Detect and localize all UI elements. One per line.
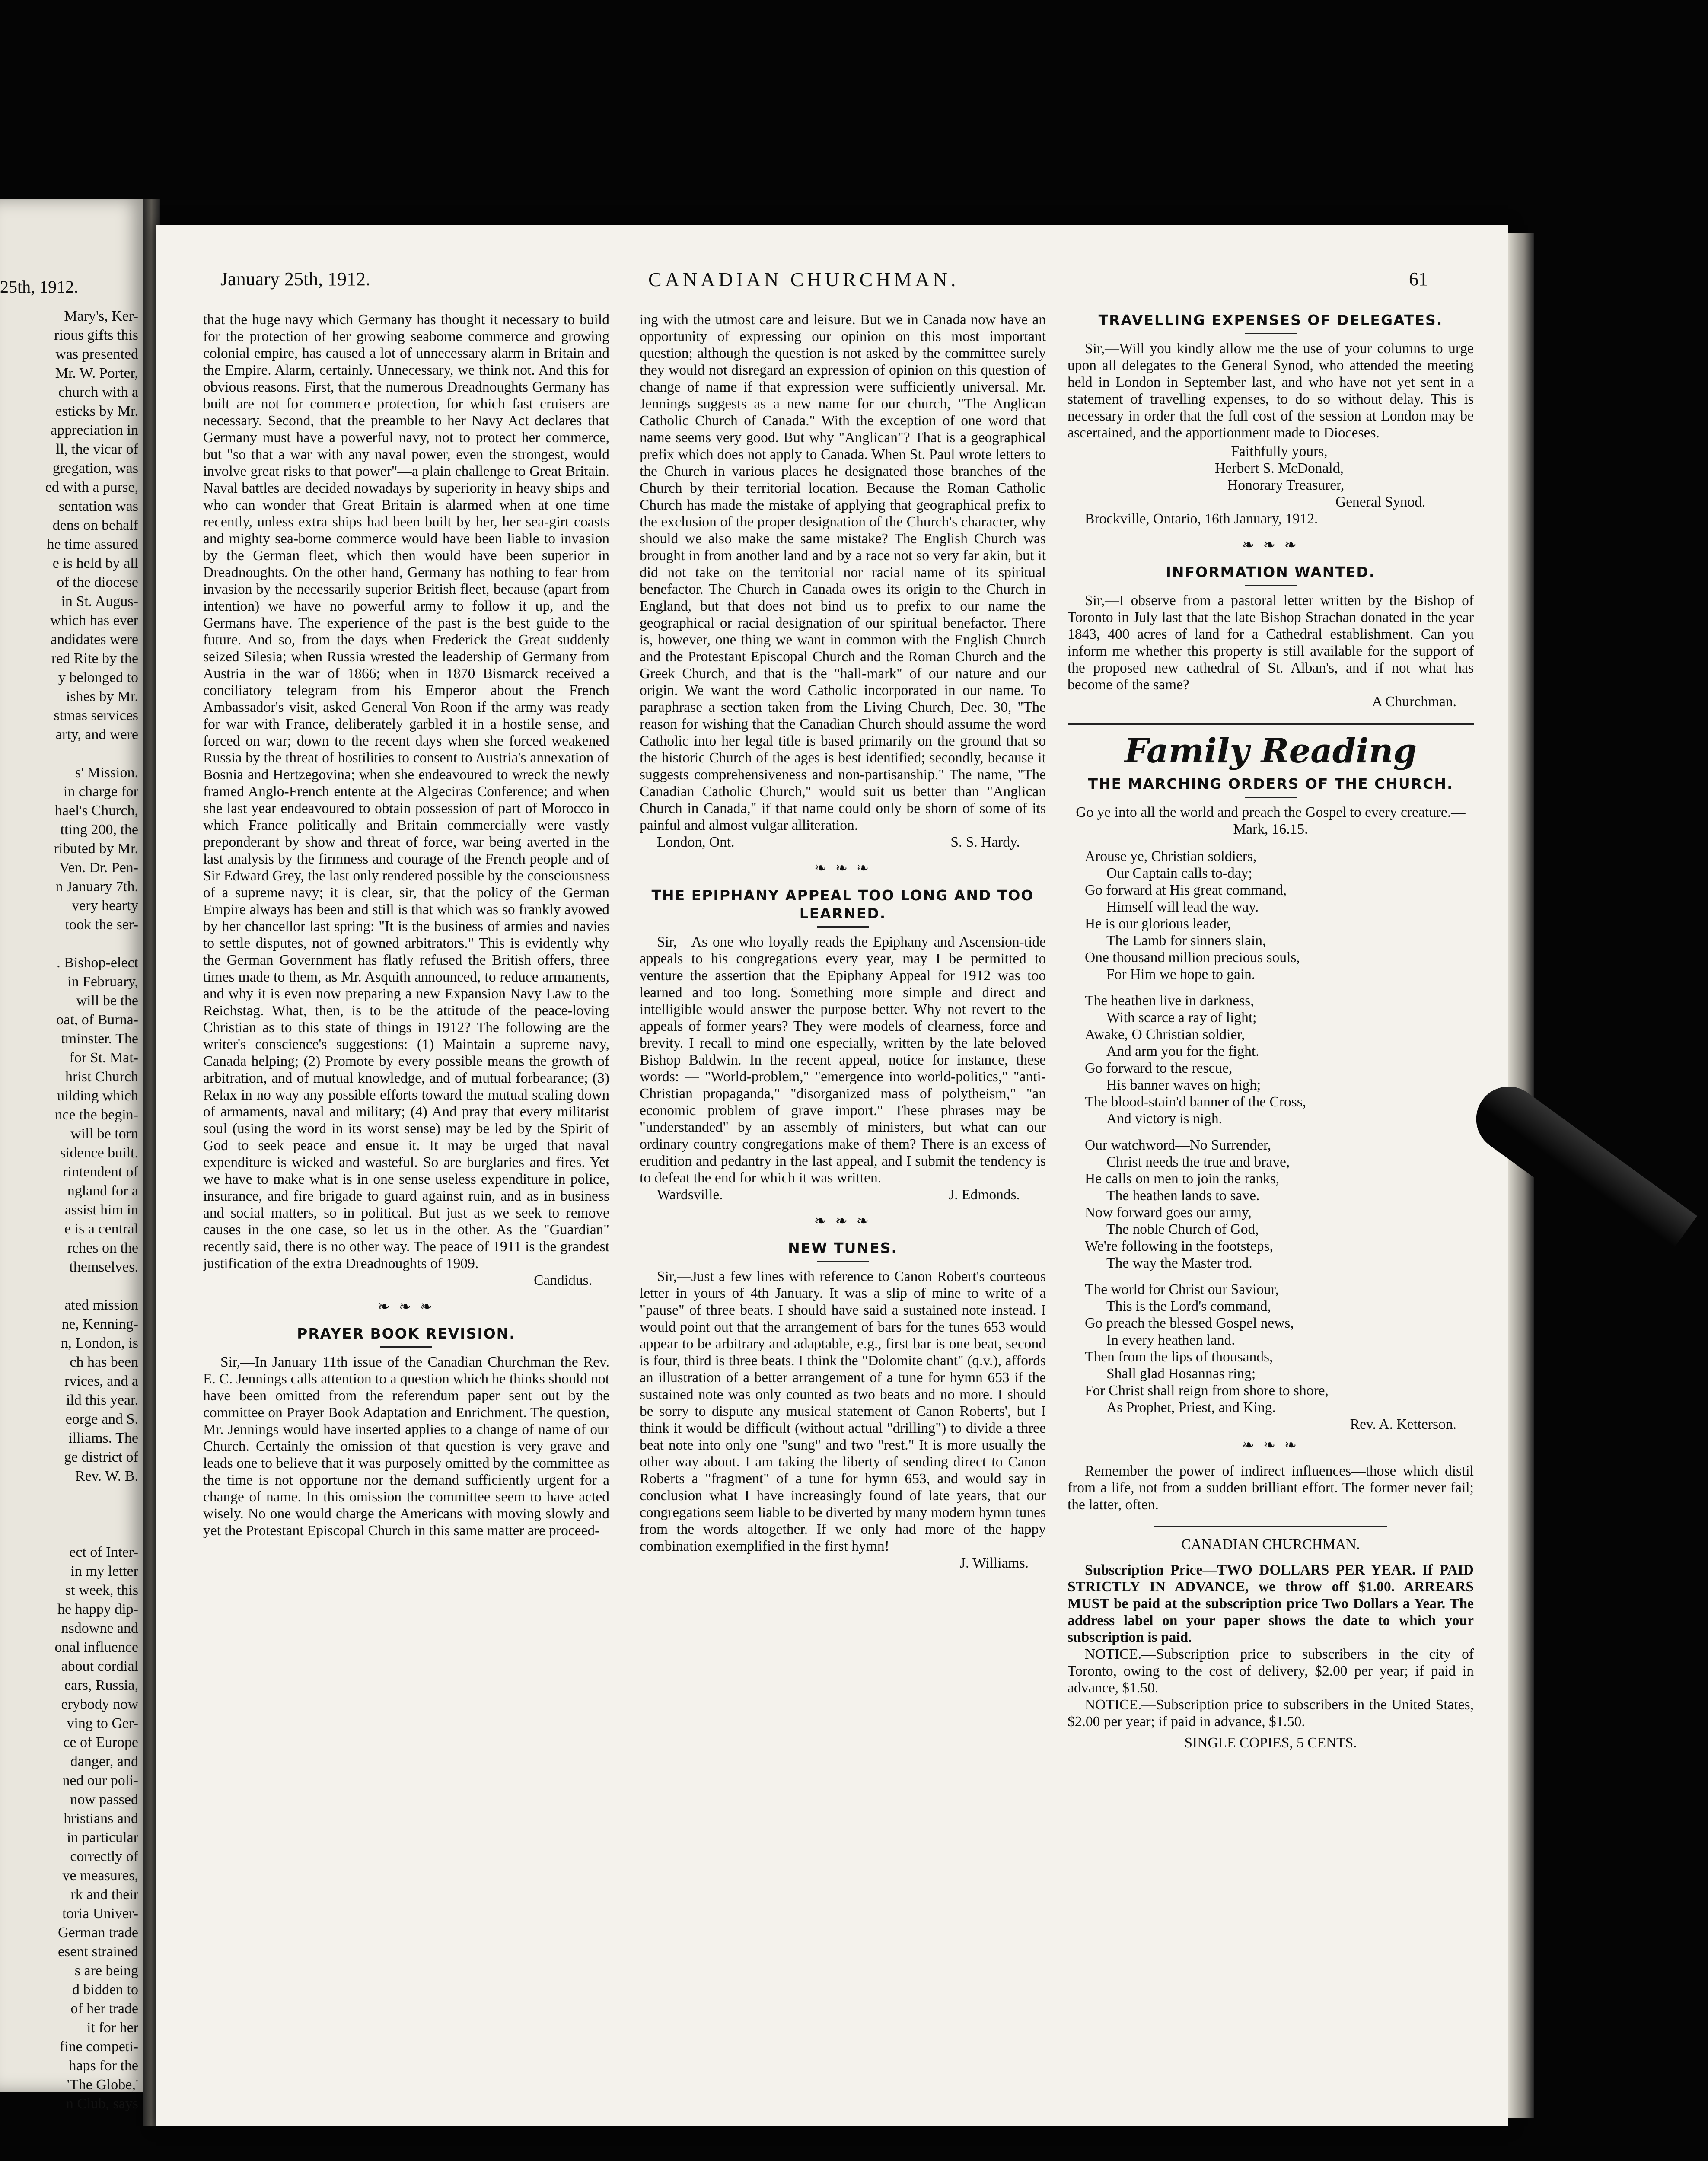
epiphany-signoff: [640, 1186, 1046, 1203]
left-page-line: nce the begin-: [55, 1107, 138, 1123]
poem-line: Shall glad Hosannas ring;: [1106, 1366, 1256, 1382]
travel-sig-line: Herbert S. McDonald,: [1215, 460, 1344, 476]
notice-toronto: NOTICE.—Subscription price to subscribers in the city of Toronto, owing to the cost of delivery, $2.00 per year; if paid in advance, $1.50.: [1068, 1646, 1474, 1696]
column-3: [1068, 311, 1474, 1751]
left-page-line: e is a central: [64, 1221, 138, 1237]
left-page-line: sidence built.: [60, 1145, 138, 1161]
left-page-line: erybody now: [61, 1696, 138, 1712]
header-page-number: 61: [1409, 268, 1428, 290]
left-page-line: in charge for: [63, 784, 138, 800]
poem-line: [1085, 983, 1474, 992]
left-page-line: themselves.: [69, 1259, 138, 1275]
left-page-line: ributed by Mr.: [54, 841, 138, 857]
poem-line: [1085, 1272, 1474, 1281]
left-page-line: Mr. W. Porter,: [55, 365, 138, 381]
epiphany-heading: THE EPIPHANY APPEAL TOO LONG AND TOO LEARNED.: [651, 887, 1034, 922]
left-page-line: uilding which: [57, 1088, 138, 1104]
left-page-line: ated mission: [64, 1297, 138, 1313]
left-page-line: ears, Russia,: [64, 1677, 138, 1693]
left-page-line: haps for the: [69, 2058, 138, 2074]
prayer-book-heading: PRAYER BOOK REVISION.: [297, 1325, 516, 1342]
poem-line: Himself will lead the way.: [1106, 899, 1259, 915]
left-page-line: e is held by all: [52, 555, 138, 571]
left-page-line: tting 200, the: [60, 822, 138, 838]
poem-line: His banner waves on high;: [1106, 1077, 1261, 1093]
left-page-line: which has ever: [50, 612, 138, 628]
poem-line: We're following in the footsteps,: [1085, 1238, 1273, 1254]
section-separator: ❧ ❧ ❧: [814, 861, 872, 877]
poem-line: Go preach the blessed Gospel news,: [1085, 1315, 1294, 1331]
heading-rule: [1245, 585, 1297, 586]
left-page-line: ne, Kenning-: [61, 1316, 138, 1332]
single-copies-price: SINGLE COPIES, 5 CENTS.: [1184, 1735, 1357, 1751]
epiphany-text: Sir,—As one who loyally reads the Epiphany and Ascension-tide appeals to his congregations every year, may I be permitted to venture the assertion that the Epiphany Appeal for 1912 was too learned and too long. Something more simple and direct and intelligible would answer the purpose better. Why not revert to the appeals of former years? They were models of clearness, force and brevity. I recall to mind one especially, written by the late beloved Bishop Baldwin. In the recent appeal, notice for instance, these words: — "World-problem," "emergence into world-politics," "anti-Christian propaganda," "disorganized mass of polytheism," "an economic problem of grave import." These phrases may be "understanded" by an assembly of ministers, but what can our ordinary country congregations make of them? There is an excess of erudition and pedantry in the last appeal, and I submit the tendency is to defeat the end for which it was written.: [640, 934, 1046, 1186]
signoff-name: S. S. Hardy.: [950, 834, 1020, 850]
left-page-line: ll, the vicar of: [56, 441, 138, 457]
left-page-line: Ven. Dr. Pen-: [59, 860, 138, 876]
section-separator: ❧ ❧ ❧: [1242, 537, 1300, 553]
left-page-line: s are being: [74, 1963, 138, 1979]
left-page-line: ge district of: [64, 1449, 138, 1465]
poem-line: [1085, 1127, 1474, 1137]
section-separator: ❧ ❧ ❧: [814, 1213, 872, 1229]
poem-line: And arm you for the fight.: [1106, 1043, 1259, 1059]
left-page-line: will be the: [76, 993, 138, 1009]
left-page-line: onal influence: [54, 1639, 138, 1655]
marching-orders-verse: Go ye into all the world and preach the Gospel to every creature.—Mark, 16.15.: [1076, 804, 1466, 837]
poem-line: Our Captain calls to-day;: [1106, 865, 1252, 881]
left-page-line: hrist Church: [65, 1069, 138, 1085]
poem-line: The Lamb for sinners slain,: [1106, 933, 1266, 949]
left-page-line: he time assured: [47, 536, 138, 552]
section-separator: ❧ ❧ ❧: [377, 1299, 435, 1315]
left-page-line: ild this year.: [66, 1392, 138, 1408]
left-page-line: rvices, and a: [64, 1373, 138, 1389]
column-1: [203, 311, 609, 1539]
left-page-line: assist him in: [64, 1202, 138, 1218]
left-page-line: danger, and: [70, 1753, 138, 1769]
left-page-line: dens on behalf: [52, 517, 138, 533]
left-page-line: fine competi-: [59, 2039, 138, 2055]
left-page-line: ch has been: [70, 1354, 138, 1370]
heading-rule: [1245, 333, 1297, 334]
poem-line: Our watchword—No Surrender,: [1085, 1137, 1271, 1153]
poem-line: He calls on men to join the ranks,: [1085, 1171, 1280, 1187]
poem-line: The noble Church of God,: [1106, 1221, 1259, 1237]
left-page-line: andidates were: [51, 631, 138, 647]
new-tunes-signature: J. Williams.: [959, 1555, 1029, 1571]
left-page-line: rches on the: [67, 1240, 138, 1256]
poem-line: The way the Master trod.: [1106, 1255, 1252, 1271]
left-page-line: n January 7th.: [55, 879, 138, 895]
left-page-column: [0, 307, 138, 2113]
left-page-line: ce of Europe: [63, 1734, 138, 1750]
column-2: [640, 311, 1046, 1571]
left-page-line: ishes by Mr.: [66, 688, 138, 704]
left-page-line: illiams. The: [68, 1430, 138, 1446]
left-page-line: very hearty: [72, 898, 138, 914]
poem-line: The blood-stain'd banner of the Cross,: [1085, 1094, 1306, 1110]
left-page-line: now passed: [70, 1791, 138, 1807]
left-page-line: n, London, is: [61, 1335, 138, 1351]
header-title: CANADIAN CHURCHMAN.: [648, 268, 959, 290]
left-page-line: nsdowne and: [61, 1620, 138, 1636]
left-page-line: in particular: [67, 1830, 138, 1845]
information-wanted-text: Sir,—I observe from a pastoral letter written by the Bishop of Toronto in July last that the late Bishop Strachan donated in the year 1843, 400 acres of land for a Cathedral establishment. Can you inform me whether this property is still available for the support of the proposed new cathedral of St. Alban's, and if not what has become of the same?: [1068, 593, 1474, 693]
left-page-line: oat, of Burna-: [56, 1012, 138, 1028]
travelling-expenses-text: Sir,—Will you kindly allow me the use of your columns to urge upon all delegates to the General Synod, who attended the meeting held in London in September last, and who have not yet sent in a statement of travelling expenses, to do so without delay. This is necessary in order that the full cost of the session at London may be ascertained, and the apportionment made to Dioceses.: [1068, 341, 1474, 441]
left-page-line: [0, 1524, 138, 1543]
left-page-line: stmas services: [54, 708, 138, 724]
poem-line: This is the Lord's command,: [1106, 1298, 1271, 1314]
prayer-book-continued: ing with the utmost care and leisure. But we in Canada now have an opportunity of expressing our opinion on this most important question; although the question is not asked by the committee surely they would not disregard an expression of opinion on this question of change of name if that expression were sufficiently universal. Mr. Jennings suggests as a new name for our church, "The Anglican Catholic Church of Canada." With the exception of one word that name seems very good. But why "Anglican"? That is a geographical prefix which does not apply to Canada. When St. Paul wrote letters to the Church in various places he designated those branches of the Church by their territorial location. Because the Roman Catholic Church has made the mistake of applying that geographical prefix to the exclusion of the proper designation of the Church's character, why should we also make the same mistake? The English Church was brought in from another land and by a race not so very far akin, but it did not take on the territorial nor racial name of its spiritual benefactor. The Church in Canada owes its origin to the Church in England, but that does not bind us to prefix to our name the geographical or racial designation of our spiritual benefactor. There is, however, one thing we want in common with the English Church and the Protestant Episcopal Church and the Roman Church and the Greek Church, and that is the "hall-mark" of our nature and our origin. We want the word Catholic incorporated in our name. To paraphrase a section taken from the Living Church, Dec. 30, "The reason for wishing that the Canadian Church should assume the word Catholic into her legal title is based primarily on the ground that so the historic Church of the ages is best identified; secondly, because it suggests comprehensiveness and non-partisanship." The name, "The Canadian Catholic Church," would suit us better than "Anglican Church in Canada," if that name could only be shorn of some of its painful and almost vulgar alliteration.: [640, 312, 1046, 833]
poem-line: One thousand million precious souls,: [1085, 950, 1300, 966]
page-edge: [1508, 233, 1534, 2118]
family-reading-masthead: Family Reading: [1068, 723, 1474, 771]
left-page-line: ned our poli-: [62, 1772, 138, 1788]
left-page-line: y belonged to: [58, 669, 138, 685]
left-page-fragment: [0, 199, 147, 2112]
travel-sig-line: General Synod.: [1335, 494, 1426, 510]
signoff-place: London, Ont.: [657, 834, 735, 850]
poem-line: The heathen lands to save.: [1106, 1188, 1260, 1204]
left-page-line: rious gifts this: [54, 327, 138, 343]
left-page-line: correctly of: [70, 1849, 138, 1865]
left-page-line: st week, this: [65, 1582, 138, 1598]
poem-signature: Rev. A. Ketterson.: [1350, 1416, 1456, 1432]
left-page-line: Rev. W. B.: [75, 1468, 138, 1484]
information-wanted-heading: INFORMATION WANTED.: [1166, 564, 1376, 580]
left-page-line: rk and their: [70, 1887, 138, 1903]
left-page-line: in my letter: [70, 1563, 138, 1579]
left-page-line: about cordial: [61, 1658, 138, 1674]
marching-orders-heading: THE MARCHING ORDERS OF THE CHURCH.: [1088, 775, 1453, 792]
travelling-expenses-heading: TRAVELLING EXPENSES OF DELEGATES.: [1098, 312, 1443, 328]
heading-rule: [380, 1346, 432, 1348]
candidus-letter-text: that the huge navy which Germany has thought it necessary to build for the protection of her growing seaborne commerce and growing colonial empire, has caused a lot of unnecessary alarm in Britain and the Empire. Alarm, certainly. Unnecessary, we think not. And this for obvious reasons. First, that the numerous Dreadnoughts Germany has built are not for commerce protection, for which fast cruisers are necessary. Second, that the preamble to her Navy Act declares that Germany must have a powerful navy, not to protect her commerce, but "so that a war with any naval power, even the strongest, would involve great risks to that power"—a plain challenge to Great Britain. Naval battles are decided nowadays by superiority in heavy ships and who can wonder that Great Britain is alarmed when at one time recently, unless extra ships had been built by her, her sea-girt coasts and mighty sea-borne commerce would have been liable to invasion by the German fleet, which then would have been superior in Dreadnoughts. On the other hand, Germany has nothing to fear from invasion by the necessarily superior British fleet, because (apart from intention) we have no powerful army to follow it up, and the Germans have. The experience of the past is the best guide to the future. And so, from the days when Frederick the Great suddenly seized Silesia; when Russia wrested the leadership of Germany from Austria in the war of 1866; when in 1870 Bismarck received a conciliatory telegram from his Emperor about the French Ambassador's visit, asked General Von Roon if the army was ready for war with France, deliberately garbled it in a hostile sense, and forced on war; down to the recent days when she forced weakened Russia by the threat of hostilities to consent to Austria's annexation of Bosnia and Hertzegovina; when she endeavoured to wreck the newly framed Anglo-French entente at the Algeciras Conference; and when she last year endeavoured to obtain possession of part of Morocco in which France politically and Britain commercially were vastly preponderant by show and threat of force, war being averted in the last analysis by the firmness and courage of the French people and of Sir Edward Grey, the last only rendered possible by the consciousness of a supreme navy; it is clear, sir, that the policy of the German Empire always has been and still is that which was so frankly avowed by her chancellor last spring: "It is the business of armies and navies to settle disputes, not of gowned arbitrators." This is evidently why the German Government has flatly refused the British offers, three times made to them, as Mr. Asquith announced, to reduce armaments, and why it is even now preparing a new Expansion Navy Law to the Reichstag. What, then, is to be the attitude of the peace-loving Christian as to this state of things in 1912? The following are the writer's conscience's suggestions: (1) Maintain a supreme navy, Canada helping; (2) Promote by every possible means the growth of arbitration, and of mutual knowledge, and of mutual forbearance; (3) Relax in no way any possible efforts toward the mutual scaling down of armaments, naval and military; (4) And pray that every militarist soul (using the word in its worst sense) may be led by the Spirit of God to seek peace and ensue it. It may be urged that naval expenditure is wicked and wasteful. So are burglaries and fires. Yet we have to make what is in one sense useless expenditure in police, insurance, and fire brigade to guard against ruin, and as in business and social matters, so in political. But just as we seek to remove causes in the one case, so let us in the other. As the "Guardian" recently said, there is no other way. The peace of 1911 is the grandest justification of the extra Dreadnoughts of 1909.: [203, 312, 609, 1272]
travel-sig-line: Honorary Treasurer,: [1227, 477, 1345, 493]
left-page-line: in February,: [67, 974, 138, 990]
remember-text: Remember the power of indirect influences—those which distil from a life, not from a sudden brilliant effort. The former never fail; the latter, often.: [1068, 1463, 1474, 1513]
prayer-book-signoff: [640, 834, 1046, 851]
left-page-line: in St. Augus-: [61, 593, 138, 609]
left-page-line: red Rite by the: [51, 650, 138, 666]
left-page-line: ve measures,: [62, 1868, 138, 1884]
poem-line: Go forward at His great command,: [1085, 882, 1287, 898]
divider-rule: [1154, 1526, 1387, 1527]
left-page-line: hristians and: [64, 1810, 138, 1826]
header-date: January 25th, 1912.: [220, 268, 371, 290]
left-page-line: ect of Inter-: [69, 1544, 138, 1560]
left-page-line: n Club, says: [66, 2096, 138, 2112]
poem-line: With scarce a ray of light;: [1106, 1010, 1257, 1026]
left-page-line: rintendent of: [63, 1164, 138, 1180]
subscription-text: Subscription Price—TWO DOLLARS PER YEAR. If PAID STRICTLY IN ADVANCE, we throw off $1.00. ARREARS MUST be paid at the subscription price Two Dollars a Year. The address label on your paper shows the date to which your subscription is paid.: [1068, 1562, 1474, 1645]
left-page-line: gregation, was: [52, 460, 138, 476]
signoff-place: Wardsville.: [657, 1187, 723, 1203]
left-page-line: 'The Globe,': [67, 2077, 138, 2093]
poem-line: And victory is nigh.: [1106, 1111, 1222, 1127]
left-page-line: of her trade: [70, 2001, 138, 2017]
left-page-line: hael's Church,: [54, 803, 138, 819]
left-page-line: he happy dip-: [57, 1601, 138, 1617]
left-page-line: church with a: [58, 384, 138, 400]
poem-line: For Him we hope to gain.: [1106, 966, 1256, 982]
left-page-line: [0, 934, 138, 953]
left-page-line: German trade: [58, 1925, 138, 1941]
poem-line: He is our glorious leader,: [1085, 916, 1231, 932]
subscription-heading: CANADIAN CHURCHMAN.: [1181, 1536, 1360, 1552]
poem-line: Then from the lips of thousands,: [1085, 1349, 1273, 1365]
left-page-line: will be torn: [70, 1126, 138, 1142]
left-page-line: tminster. The: [61, 1031, 138, 1047]
left-page-line: ed with a purse,: [45, 479, 138, 495]
poem-line: Go forward to the rescue,: [1085, 1060, 1233, 1076]
left-page-line: it for her: [87, 2020, 138, 2036]
information-wanted-signature: A Churchman.: [1372, 694, 1456, 710]
left-page-line: . Bishop-elect: [57, 955, 138, 971]
newspaper-page: [156, 225, 1508, 2126]
signoff-name: J. Edmonds.: [949, 1187, 1020, 1203]
new-tunes-heading: NEW TUNES.: [788, 1240, 898, 1256]
left-page-line: of the diocese: [57, 574, 138, 590]
left-page-line: [0, 1277, 138, 1296]
poem-line: In every heathen land.: [1106, 1332, 1235, 1348]
left-page-line: ngland for a: [67, 1183, 138, 1199]
travel-place-date: Brockville, Ontario, 16th January, 1912.: [1085, 511, 1318, 527]
heading-rule: [1245, 797, 1297, 798]
left-page-line: s' Mission.: [75, 765, 138, 781]
poem-line: The heathen live in darkness,: [1085, 993, 1254, 1009]
left-page-line: appreciation in: [51, 422, 138, 438]
poem-line: Now forward goes our army,: [1085, 1205, 1252, 1221]
left-page-line: eorge and S.: [65, 1411, 138, 1427]
left-page-line: Mary's, Ker-: [64, 308, 138, 324]
notice-us: NOTICE.—Subscription price to subscribers in the United States, $2.00 per year; if paid in advance, $1.50.: [1068, 1697, 1474, 1730]
left-page-line: esticks by Mr.: [55, 403, 138, 419]
prayer-book-text: Sir,—In January 11th issue of the Canadian Churchman the Rev. E. C. Jennings calls attention to a question which he thinks should not have been omitted from the referendum paper sent out by the committee on Prayer Book Adaptation and Enrichment. The question, Mr. Jennings would have inserted applies to a change of name of our Church. Certainly the omission of that question is very grave and leads one to believe that it was purposely omitted by the committee as the time is not opportune nor the demand sufficiently urgent for a change of name. In this omission the committee seem to have acted wisely. No one would charge the Americans with moving slowly and yet the Protestant Episcopal Church in this same matter are proceed-: [203, 1354, 609, 1539]
hymn-poem: [1085, 848, 1474, 1416]
left-page-line: [0, 1505, 138, 1524]
left-page-line: was presented: [55, 346, 138, 362]
candidus-signature: Candidus.: [534, 1272, 592, 1288]
poem-line: As Prophet, Priest, and King.: [1106, 1399, 1276, 1415]
new-tunes-text: Sir,—Just a few lines with reference to Canon Robert's courteous letter in yours of 4th January. It was a slip of mine to write of a "pause" of three beats. I should have said a sustained note instead. I would point out that the arrangement of bars for the tunes 653 would appear to be arbitrary and adaptable, e.g., first bar is one beat, second is four, third is three beats. I think the "Dolomite chant" (q.v.), affords an illustration of a better arrangement of a tune for hymn 653 if the sustained note was only counted as two beats and no more. I should be sorry to dispute any musical statement of Canon Roberts', but I think it would be difficult (without actual "drilling") to divide a three beat note into only one "sung" and two "rest." It is more usually the other way about. I am taking the liberty of sending direct to Canon Roberts a "fragment" of a tune for hymn 653, and would say in conclusion what I have increasingly found of late years, that our congregations seem liable to be diverted by many modern hymn tunes from the words altogether. If we only had more of the happy combination exemplified in the first hymn!: [640, 1269, 1046, 1554]
left-page-line: sentation was: [58, 498, 138, 514]
left-page-line: for St. Mat-: [69, 1050, 138, 1066]
poem-line: For Christ shall reign from shore to shore,: [1085, 1383, 1329, 1399]
travel-sig-line: Faithfully yours,: [1231, 443, 1328, 459]
poem-line: Awake, O Christian soldier,: [1085, 1026, 1245, 1042]
left-page-line: ving to Ger-: [67, 1715, 138, 1731]
left-page-line: d bidden to: [72, 1982, 138, 1998]
left-page-line: esent strained: [58, 1944, 138, 1960]
heading-rule: [817, 926, 869, 928]
poem-line: Christ needs the true and brave,: [1106, 1154, 1290, 1170]
left-page-line: took the ser-: [65, 917, 138, 933]
left-page-line: [0, 1486, 138, 1505]
page-header: [156, 268, 1508, 294]
left-page-line: [0, 744, 138, 763]
section-separator: ❧ ❧ ❧: [1242, 1437, 1300, 1453]
left-page-line: arty, and were: [55, 727, 138, 743]
left-page-line: toria Univer-: [62, 1906, 138, 1922]
heading-rule: [817, 1261, 869, 1262]
poem-line: Arouse ye, Christian soldiers,: [1085, 848, 1257, 864]
poem-line: The world for Christ our Saviour,: [1085, 1281, 1279, 1297]
left-page-date: 25th, 1912.: [0, 277, 79, 296]
